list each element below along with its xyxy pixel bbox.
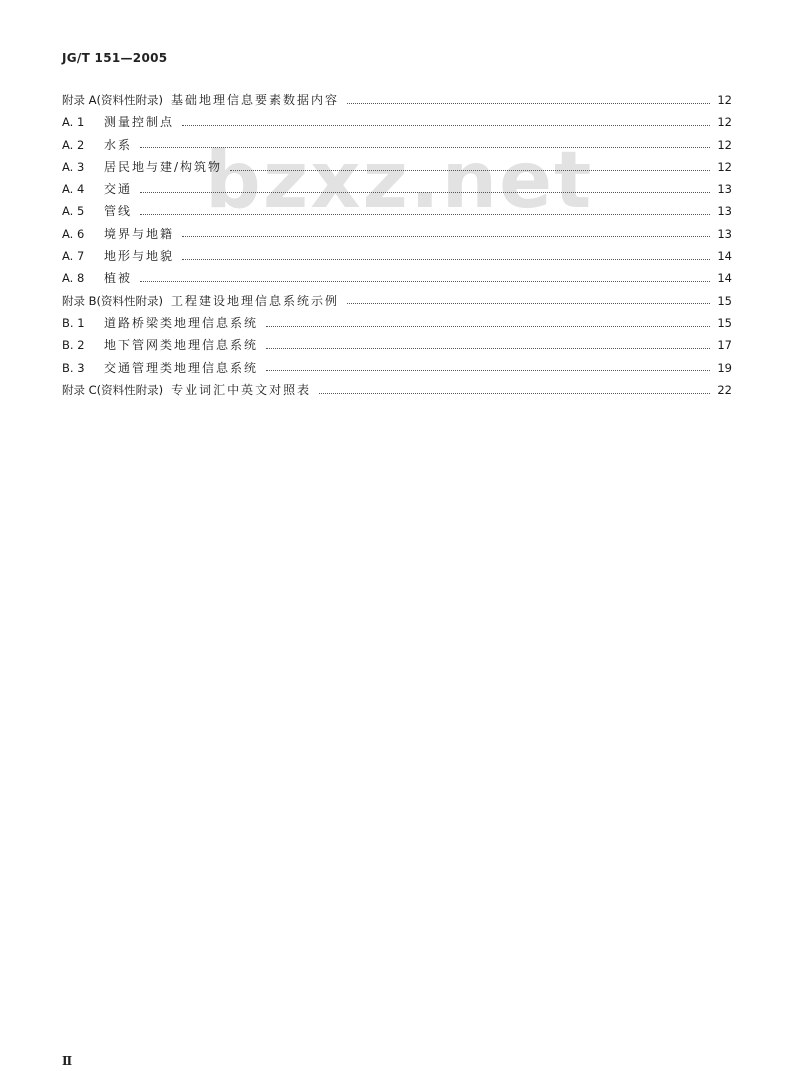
toc-entry-number: A. 5 <box>62 204 85 219</box>
toc-entry-title: 交通 <box>104 182 133 197</box>
toc-entry-number: 附录 B(资料性附录) <box>62 293 164 308</box>
toc-entry-page: 13 <box>717 182 732 197</box>
toc-dot-leader <box>347 303 710 304</box>
toc-dot-leader <box>266 370 710 371</box>
toc-entry-page: 12 <box>717 137 732 152</box>
toc-entry-page: 15 <box>717 293 732 308</box>
toc-entry-page: 15 <box>717 315 732 330</box>
toc-section-entry[interactable] <box>62 312 732 334</box>
toc-section-entry[interactable] <box>62 156 732 178</box>
toc-entry-number: A. 6 <box>62 226 85 241</box>
toc-entry-page: 14 <box>717 271 732 286</box>
toc-entry-title: 居民地与建/构筑物 <box>104 159 223 174</box>
toc-entry-page: 12 <box>717 159 732 174</box>
toc-entry-title: 道路桥梁类地理信息系统 <box>104 315 259 330</box>
toc-section-entry[interactable] <box>62 357 732 379</box>
toc-entry-title: 基础地理信息要素数据内容 <box>171 93 340 107</box>
toc-entry-title: 水系 <box>104 137 133 152</box>
toc-section-entry[interactable] <box>62 178 732 200</box>
toc-entry-number: A. 7 <box>62 249 85 264</box>
page-number: Ⅱ <box>62 1054 73 1068</box>
toc-dot-leader <box>140 214 710 215</box>
toc-entry-title: 植被 <box>104 271 133 286</box>
toc-entry-page: 22 <box>717 382 732 397</box>
watermark: bzxz.net <box>205 136 594 226</box>
toc-entry-title: 测量控制点 <box>104 115 175 130</box>
toc-dot-leader <box>140 192 710 193</box>
toc-entry-number: A. 8 <box>62 271 85 286</box>
toc-entry-number: A. 1 <box>62 115 85 130</box>
toc-entry-number: A. 3 <box>62 159 85 174</box>
toc-entry-title: 工程建设地理信息系统示例 <box>171 293 340 308</box>
toc-entry-number: 附录 C(资料性附录) <box>62 382 164 397</box>
toc-section-entry[interactable] <box>62 111 732 133</box>
toc-dot-leader <box>266 326 710 327</box>
toc-dot-leader <box>230 170 710 171</box>
toc-entry-number: A. 2 <box>62 137 85 152</box>
toc-entry-title: 境界与地籍 <box>104 226 175 241</box>
toc-dot-leader <box>182 259 710 260</box>
toc-annex-entry[interactable] <box>62 89 732 111</box>
toc-entry-title: 专业词汇中英文对照表 <box>171 382 312 397</box>
toc-dot-leader <box>140 147 710 148</box>
toc-entry-page: 12 <box>717 93 732 107</box>
toc-entry-title: 交通管理类地理信息系统 <box>104 360 259 375</box>
toc-entry-title: 管线 <box>104 204 133 219</box>
toc-dot-leader <box>140 281 710 282</box>
toc-annex-entry[interactable] <box>62 290 732 312</box>
toc-entry-page: 13 <box>717 204 732 219</box>
toc-dot-leader <box>347 103 710 104</box>
toc-annex-entry[interactable] <box>62 379 732 401</box>
toc-entry-page: 12 <box>717 115 732 130</box>
toc-entry-number: 附录 A(资料性附录) <box>62 93 163 107</box>
toc-section-entry[interactable] <box>62 334 732 356</box>
toc-entry-page: 14 <box>717 249 732 264</box>
toc-entry-number: A. 4 <box>62 182 85 197</box>
toc-entry-page: 17 <box>717 338 732 353</box>
toc-dot-leader <box>266 348 710 349</box>
toc-dot-leader <box>319 393 710 394</box>
toc-section-entry[interactable] <box>62 134 732 156</box>
toc-dot-leader <box>182 236 710 237</box>
toc-section-entry[interactable] <box>62 245 732 267</box>
toc-dot-leader <box>182 125 710 126</box>
table-of-contents <box>62 89 732 401</box>
toc-section-entry[interactable] <box>62 223 732 245</box>
toc-entry-title: 地形与地貌 <box>104 249 175 264</box>
toc-entry-title: 地下管网类地理信息系统 <box>104 338 259 353</box>
toc-entry-number: B. 1 <box>62 315 85 330</box>
toc-section-entry[interactable] <box>62 267 732 289</box>
toc-entry-page: 19 <box>717 360 732 375</box>
toc-entry-page: 13 <box>717 226 732 241</box>
toc-entry-number: B. 2 <box>62 338 85 353</box>
page-header: JG/T 151—2005 <box>62 51 168 65</box>
toc-entry-number: B. 3 <box>62 360 85 375</box>
toc-section-entry[interactable] <box>62 200 732 222</box>
